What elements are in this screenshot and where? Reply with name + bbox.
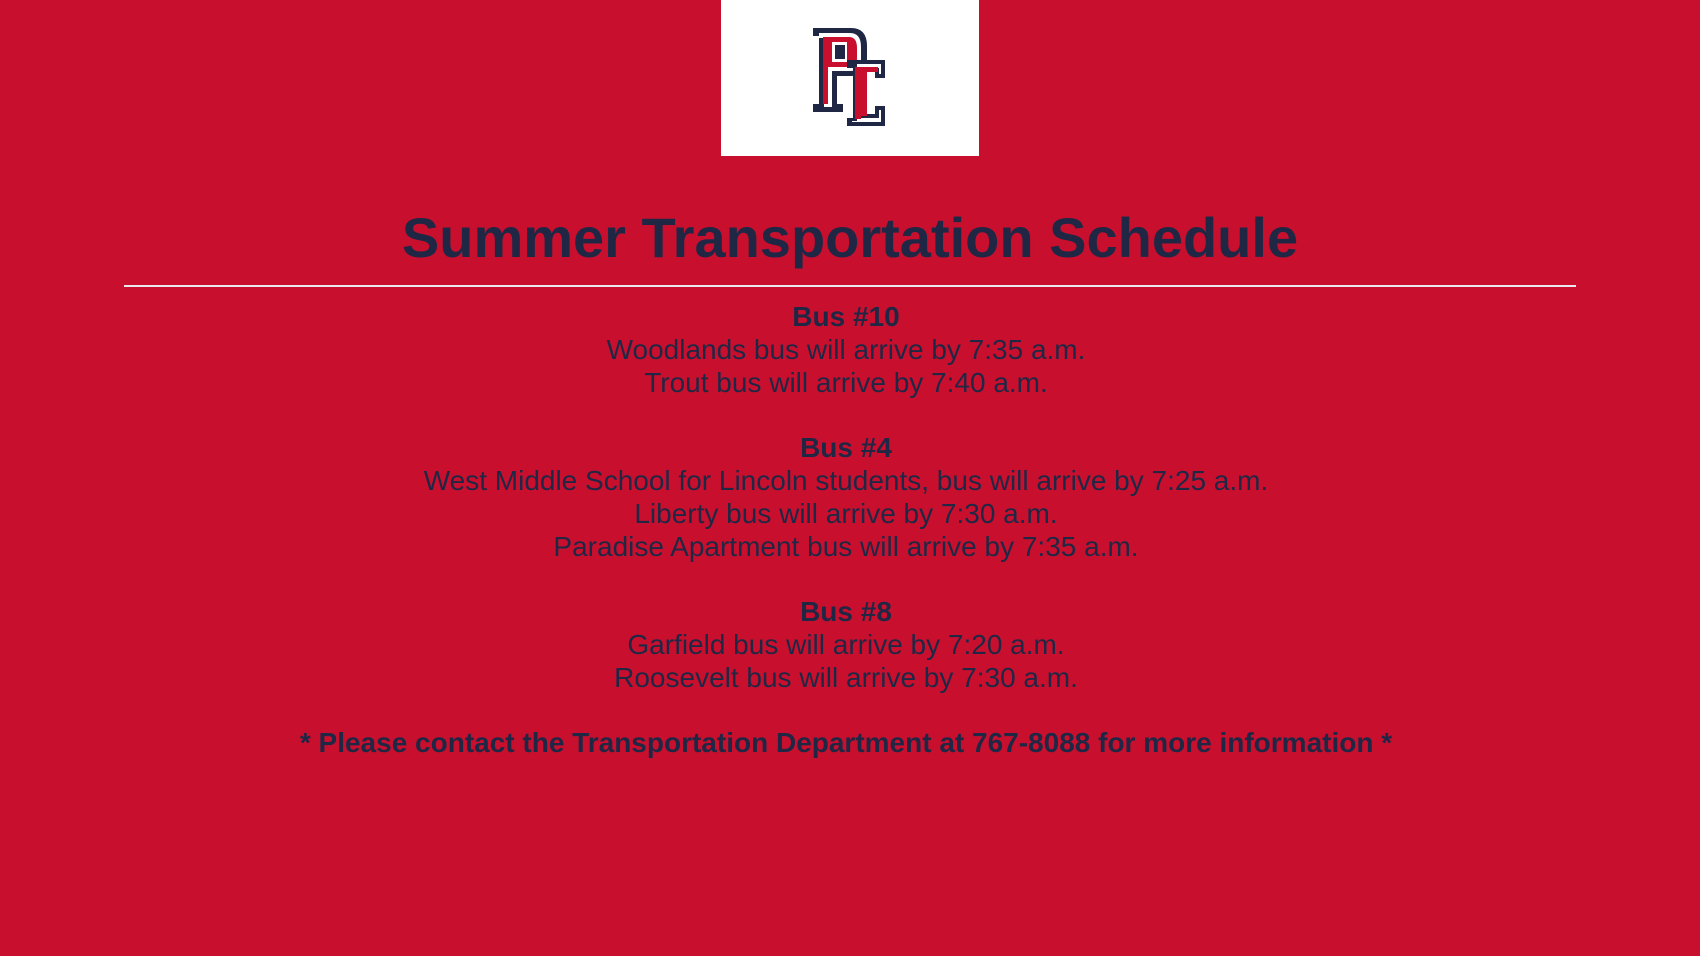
- stop-line: Paradise Apartment bus will arrive by 7:35 a.m.: [553, 531, 1139, 562]
- stop-line: West Middle School for Lincoln students, bus will arrive by 7:25 a.m.: [423, 465, 1269, 496]
- bus-group-10: [0, 300, 1692, 399]
- bus-group-8: [0, 595, 1692, 694]
- bus-group-4: [0, 431, 1692, 563]
- page-title: Summer Transportation Schedule: [401, 206, 1299, 269]
- schedule-list: [0, 300, 1692, 759]
- stop-line: Roosevelt bus will arrive by 7:30 a.m.: [614, 662, 1078, 693]
- stop-line: Garfield bus will arrive by 7:20 a.m.: [627, 629, 1065, 660]
- bus-heading: Bus #8: [800, 596, 892, 627]
- title-divider: [124, 285, 1576, 287]
- stop-line: Woodlands bus will arrive by 7:35 a.m.: [606, 334, 1086, 365]
- pc-monogram-logo-icon: [811, 26, 889, 130]
- stop-line: Trout bus will arrive by 7:40 a.m.: [644, 367, 1048, 398]
- stop-line: Liberty bus will arrive by 7:30 a.m.: [634, 498, 1058, 529]
- logo-container: [721, 0, 979, 156]
- bus-heading: Bus #4: [800, 432, 892, 463]
- bus-heading: Bus #10: [792, 301, 900, 332]
- contact-note: * Please contact the Transportation Department at 767-8088 for more information *: [299, 727, 1393, 758]
